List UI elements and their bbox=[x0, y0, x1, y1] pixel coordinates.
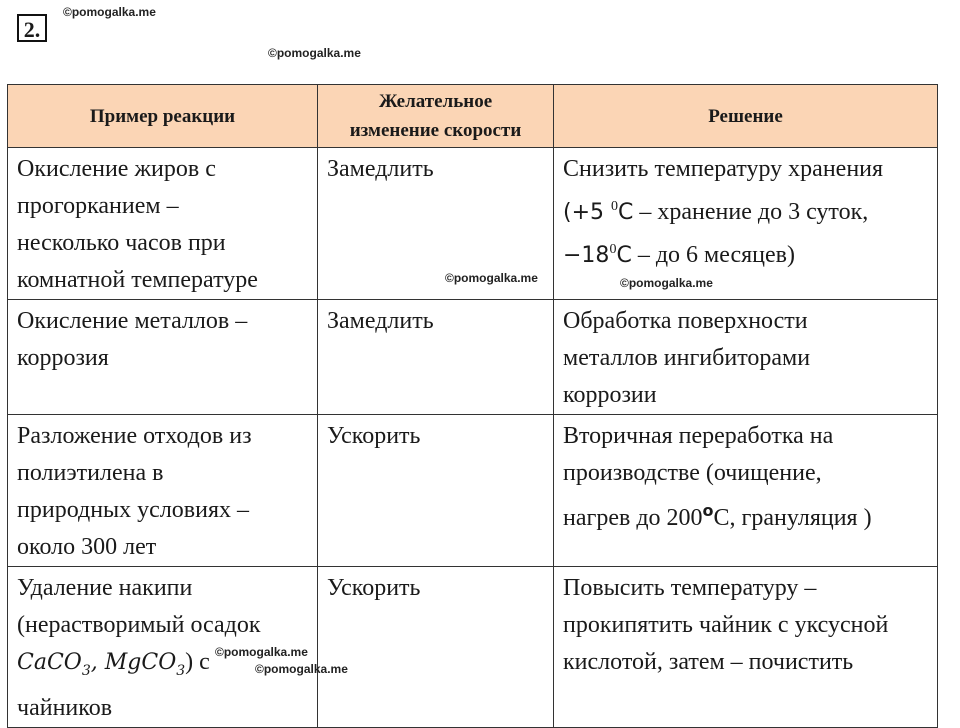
cell-text-line: производстве (очищение, bbox=[563, 460, 822, 486]
cell-desired-change bbox=[318, 300, 554, 415]
degree-superscript: 0 bbox=[609, 242, 617, 257]
cell-text: – хранение до 3 суток, bbox=[633, 199, 869, 225]
cell-solution bbox=[554, 415, 938, 567]
cell-text-line: Разложение отходов из bbox=[17, 423, 252, 449]
cell-text-line: Замедлить bbox=[327, 156, 434, 182]
cell-desired-change bbox=[318, 415, 554, 567]
watermark: ©pomogalka.me bbox=[620, 276, 713, 290]
cell-text-line: природных условиях – bbox=[17, 497, 250, 523]
reaction-rate-table bbox=[7, 84, 938, 728]
formula-subscript: 3 bbox=[176, 662, 186, 679]
header-desired-change-line: изменение скорости bbox=[349, 120, 522, 141]
formula-separator: , bbox=[90, 650, 105, 675]
math-temperature: −18 bbox=[563, 243, 610, 268]
cell-example bbox=[8, 415, 318, 567]
math-unit: C bbox=[618, 200, 634, 225]
watermark: ©pomogalka.me bbox=[255, 662, 348, 676]
cell-text-line: Ускорить bbox=[327, 575, 421, 601]
cell-text-line bbox=[563, 492, 929, 537]
formula-magnesium-carbonate: MgCO bbox=[104, 650, 177, 675]
table-row bbox=[8, 415, 938, 567]
cell-solution bbox=[554, 148, 938, 300]
cell-text: C, грануляция ) bbox=[713, 505, 872, 531]
degree-superscript: o bbox=[702, 501, 714, 520]
cell-text-line: Вторичная переработка на bbox=[563, 423, 834, 449]
cell-text-line: несколько часов при bbox=[17, 230, 226, 256]
cell-solution bbox=[554, 567, 938, 728]
watermark: ©pomogalka.me bbox=[63, 5, 156, 19]
table-row bbox=[8, 148, 938, 300]
watermark: ©pomogalka.me bbox=[445, 271, 538, 285]
cell-solution bbox=[554, 300, 938, 415]
header-solution: Решение bbox=[554, 85, 938, 148]
cell-text-line: Удаление накипи bbox=[17, 575, 193, 601]
cell-text: ) с bbox=[185, 649, 210, 675]
cell-text-line: Замедлить bbox=[327, 308, 434, 334]
header-desired-change bbox=[318, 85, 554, 148]
table-header-row bbox=[8, 85, 938, 148]
cell-text-line: полиэтилена в bbox=[17, 460, 164, 486]
cell-text: нагрев до 200 bbox=[563, 505, 703, 531]
formula-calcium-carbonate: CaCO bbox=[17, 650, 82, 675]
cell-text-line: Обработка поверхности bbox=[563, 308, 808, 334]
cell-example bbox=[8, 567, 348, 728]
cell-text-line: Ускорить bbox=[327, 423, 421, 449]
watermark: ©pomogalka.me bbox=[268, 46, 361, 60]
cell-desired-change bbox=[318, 148, 554, 300]
cell-text-line: чайников bbox=[17, 694, 113, 721]
cell-text-line: Снизить температуру хранения bbox=[563, 156, 884, 182]
math-unit: C bbox=[616, 243, 632, 268]
cell-text-line: Повысить температуру – bbox=[563, 575, 817, 601]
cell-text-line bbox=[563, 231, 929, 274]
cell-text-line: металлов ингибиторами bbox=[563, 345, 811, 371]
task-number: 2. bbox=[17, 14, 47, 42]
math-temperature: (+5 bbox=[563, 200, 612, 225]
header-desired-change-line: Желательное bbox=[378, 91, 493, 112]
cell-text-line: коррозии bbox=[563, 382, 657, 408]
cell-text-line: кислотой, затем – почистить bbox=[563, 649, 854, 675]
cell-text-line: комнатной температуре bbox=[17, 267, 258, 293]
cell-example bbox=[8, 148, 318, 300]
cell-text: – до 6 месяцев) bbox=[631, 242, 795, 268]
header-example: Пример реакции bbox=[8, 85, 318, 148]
cell-text-line: (нерастворимый осадок bbox=[17, 612, 261, 638]
formula-subscript: 3 bbox=[81, 662, 91, 679]
table-row bbox=[8, 567, 938, 728]
cell-text-line: коррозия bbox=[17, 345, 109, 371]
cell-example bbox=[8, 300, 318, 415]
cell-text-line: Окисление металлов – bbox=[17, 308, 248, 334]
table-row bbox=[8, 300, 938, 415]
cell-text-line: прогорканием – bbox=[17, 193, 179, 219]
cell-text-line: около 300 лет bbox=[17, 534, 157, 560]
cell-text-line: Окисление жиров с bbox=[17, 156, 216, 182]
cell-text-line: прокипятить чайник с уксусной bbox=[563, 612, 889, 638]
cell-text-line bbox=[563, 188, 929, 231]
cell-desired-change bbox=[318, 567, 554, 728]
degree-superscript: 0 bbox=[611, 199, 619, 214]
watermark: ©pomogalka.me bbox=[215, 645, 308, 659]
